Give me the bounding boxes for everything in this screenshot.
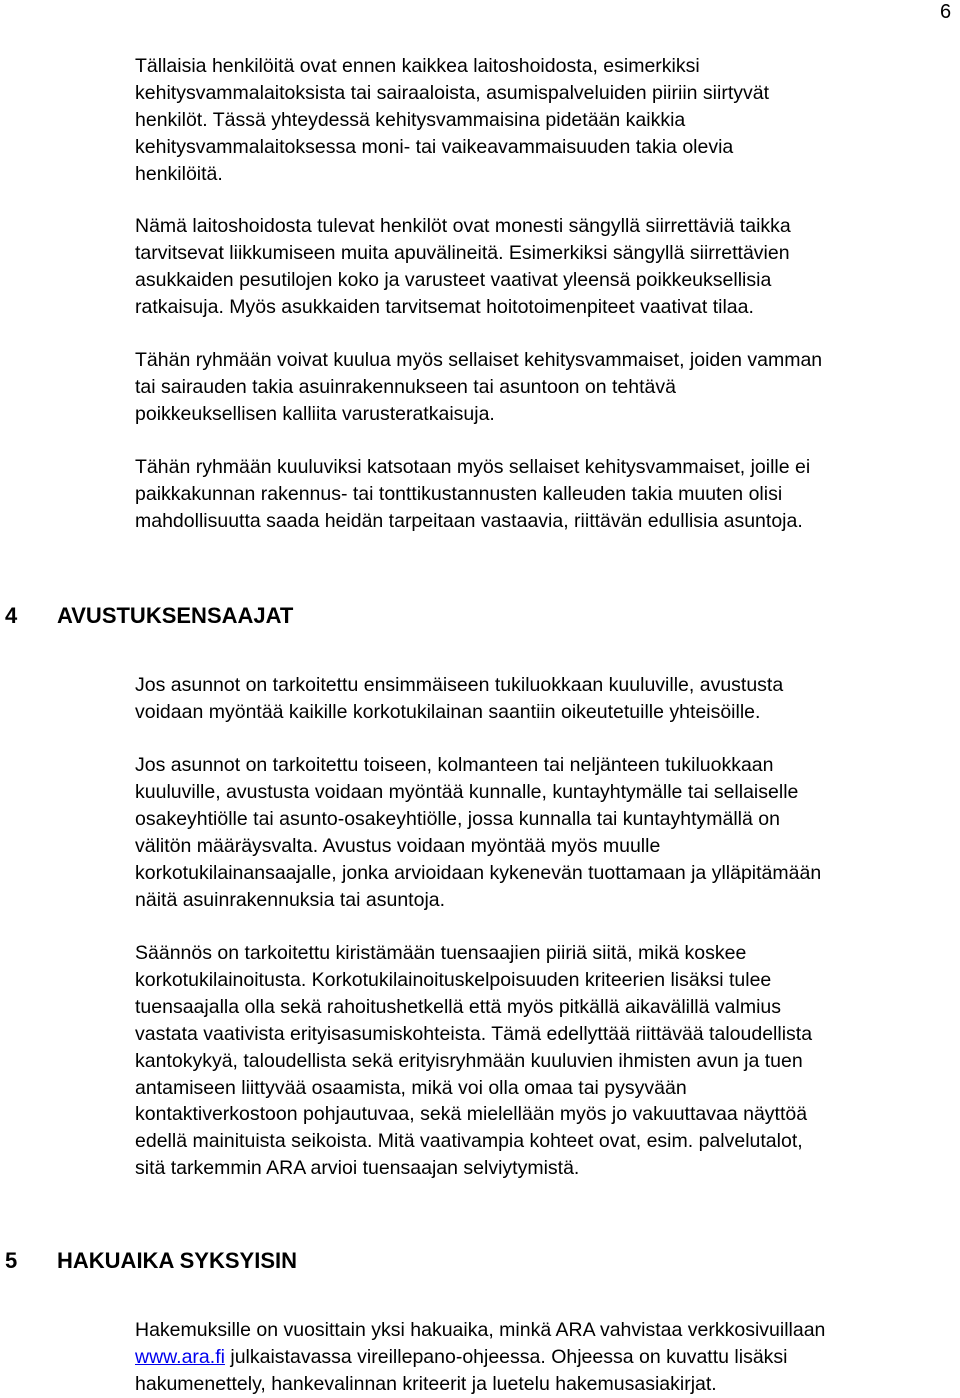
section-4-paragraph-1 bbox=[135, 672, 958, 726]
text-line: Tähän ryhmään voivat kuulua myös sellaiset kehitysvammaiset, joiden vamman bbox=[135, 349, 823, 371]
text-line: Säännös on tarkoitettu kiristämään tuensaajien piiriä siitä, mikä koskee bbox=[135, 942, 747, 964]
text-line: osakeyhtiölle tai asunto-osakeyhtiölle, jossa kunnalla tai kuntayhtymällä on bbox=[135, 807, 780, 830]
text-line: Tällaisia henkilöitä ovat ennen kaikkea laitoshoidosta, esimerkiksi bbox=[135, 55, 700, 77]
section-4-paragraph-3 bbox=[135, 940, 958, 1182]
text-line: kehitysvammalaitoksista tai sairaaloista, asumispalveluiden piiriin siirtyvät bbox=[135, 81, 769, 104]
paragraph-4 bbox=[135, 454, 958, 535]
text-line: tarvitsevat liikkumiseen muita apuvälineitä. Esimerkiksi sängyllä siirrettävien bbox=[135, 241, 790, 264]
text-line: asukkaiden pesutilojen koko ja varusteet vaativat yleensä poikkeuksellisia bbox=[135, 268, 772, 291]
text-line: hakumenettely, hankevalinnan kriteerit ja luetelu hakemusasiakirjat. bbox=[135, 1372, 717, 1395]
text-line: tai sairauden takia asuinrakennukseen tai asuntoon on tehtävä bbox=[135, 375, 676, 398]
text-line: kontaktiverkostoon pohjautuvaa, sekä mielellään myös jo vakuuttavaa näyttöä bbox=[135, 1103, 808, 1126]
text-line: tuensaajalla olla sekä rahoitushetkellä että myös pitkällä aikavälillä valmius bbox=[135, 995, 782, 1018]
text-line: henkilöitä. bbox=[135, 162, 223, 185]
text-line: näitä asuinrakennuksia tai asuntoja. bbox=[135, 888, 446, 911]
section-4-paragraph-2 bbox=[135, 752, 958, 913]
paragraph-2 bbox=[135, 213, 958, 321]
text-line: korkotukilainansaajalle, jonka arvioidaan kykenevän tuottamaan ja ylläpitämään bbox=[135, 861, 822, 884]
text-fragment: julkaistavassa vireillepano-ohjeessa. Ohjeessa on kuvattu lisäksi bbox=[224, 1345, 788, 1368]
text-line: edellä mainituista seikoista. Mitä vaativampia kohteet ovat, esim. palvelutalot, bbox=[135, 1130, 803, 1153]
text-line: Jos asunnot on tarkoitettu ensimmäiseen tukiluokkaan kuuluville, avustusta bbox=[135, 674, 784, 696]
text-line: Tähän ryhmään kuuluviksi katsotaan myös sellaiset kehitysvammaiset, joille ei bbox=[135, 456, 811, 478]
section-title: AVUSTUKSENSAAJAT bbox=[57, 603, 294, 628]
text-line bbox=[135, 1344, 958, 1371]
section-5-paragraph-1 bbox=[135, 1317, 958, 1398]
text-line: kehitysvammalaitoksessa moni- tai vaikeavammaisuuden takia olevia bbox=[135, 135, 734, 158]
page-number: 6 bbox=[940, 1, 952, 23]
text-line: henkilöt. Tässä yhteydessä kehitysvammaisina pidetään kaikkia bbox=[135, 108, 686, 131]
text-line: Hakemuksille on vuosittain yksi hakuaika, minkä ARA vahvistaa verkkosivuillaan bbox=[135, 1319, 826, 1341]
text-line: poikkeuksellisen kalliita varusteratkaisuja. bbox=[135, 402, 495, 425]
paragraph-1 bbox=[135, 53, 958, 188]
section-5-heading bbox=[5, 1247, 297, 1275]
section-number: 5 bbox=[5, 1248, 18, 1273]
text-line: Jos asunnot on tarkoitettu toiseen, kolmanteen tai neljänteen tukiluokkaan bbox=[135, 754, 774, 776]
ara-website-link[interactable]: www.ara.fi bbox=[135, 1345, 225, 1368]
paragraph-3 bbox=[135, 347, 958, 428]
text-line: mahdollisuutta saada heidän tarpeitaan vastaavia, riittävän edullisia asuntoja. bbox=[135, 509, 803, 532]
text-line: Nämä laitoshoidosta tulevat henkilöt ovat monesti sängyllä siirrettäviä taikka bbox=[135, 215, 791, 237]
text-line: ratkaisuja. Myös asukkaiden tarvitsemat hoitotoimenpiteet vaativat tilaa. bbox=[135, 295, 754, 318]
text-line: vastata vaativista erityisasumiskohteista. Tämä edellyttää riittävää taloudellista bbox=[135, 1022, 813, 1045]
text-line: välitön määräysvalta. Avustus voidaan myöntää myös muulle bbox=[135, 834, 661, 857]
text-line: kuuluville, avustusta voidaan myöntää kunnalle, kuntayhtymälle tai sellaiselle bbox=[135, 780, 799, 803]
section-number: 4 bbox=[5, 603, 18, 628]
text-line: voidaan myöntää kaikille korkotukilainan saantiin oikeutetuille yhteisöille. bbox=[135, 700, 761, 723]
text-line: korkotukilainoitusta. Korkotukilainoituskelpoisuuden kriteerien lisäksi tulee bbox=[135, 968, 772, 991]
text-line: paikkakunnan rakennus- tai tonttikustannusten kalleuden takia muuten olisi bbox=[135, 482, 783, 505]
section-title: HAKUAIKA SYKSYISIN bbox=[57, 1248, 297, 1273]
text-line: antamiseen liittyvää osaamista, mikä voi olla omaa tai pysyvään bbox=[135, 1076, 687, 1099]
section-4-heading bbox=[5, 602, 293, 630]
text-line: kantokykyä, taloudellista sekä erityisryhmään kuuluvien ihmisten avun ja tuen bbox=[135, 1049, 803, 1072]
text-line: sitä tarkemmin ARA arvioi tuensaajan selviytymistä. bbox=[135, 1157, 580, 1180]
